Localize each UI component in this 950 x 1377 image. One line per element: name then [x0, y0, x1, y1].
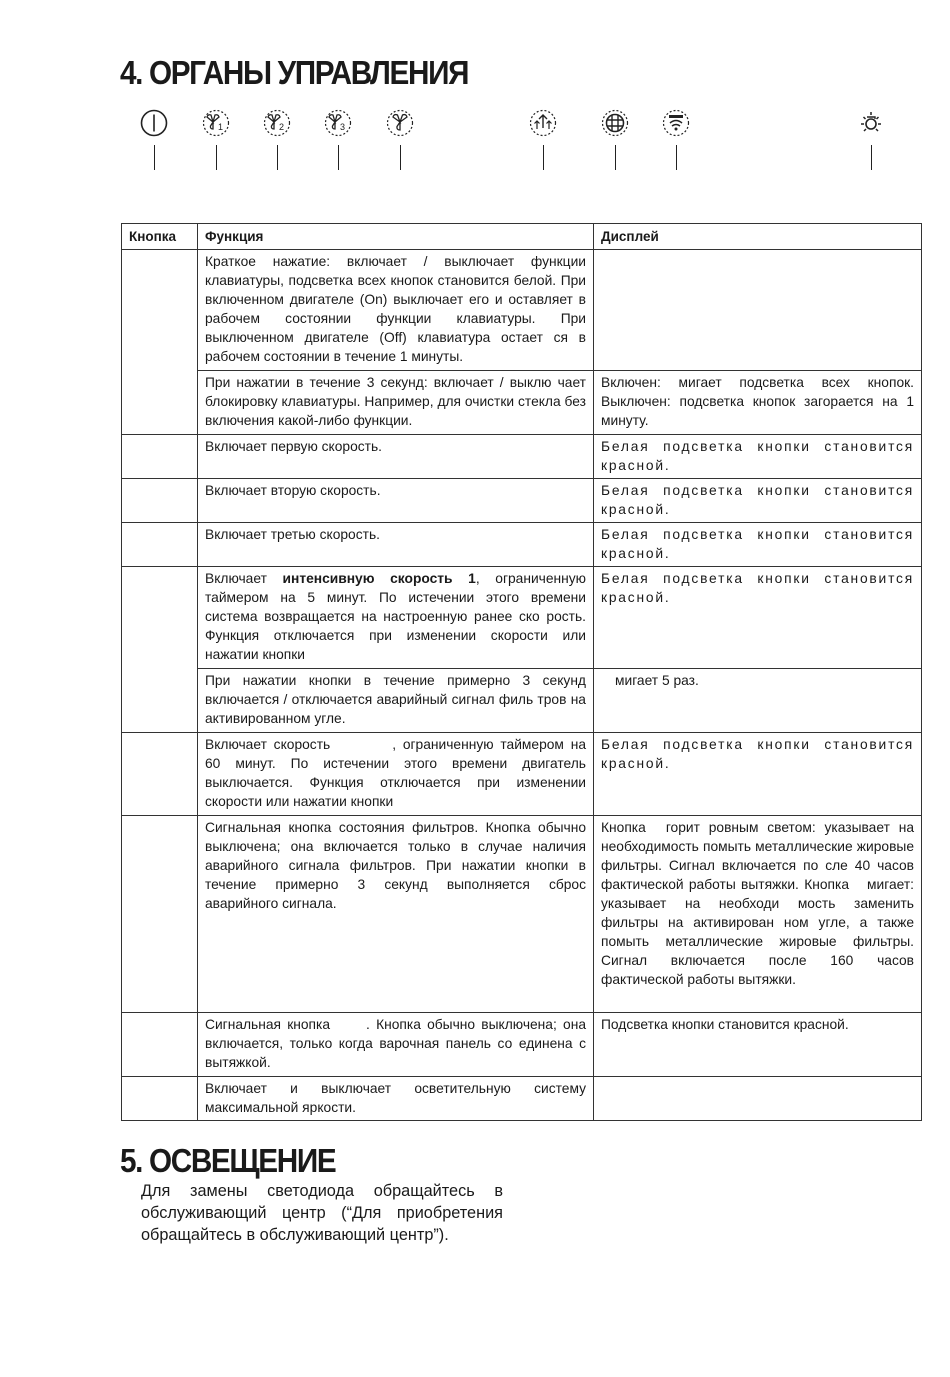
- leader-line: [338, 145, 339, 170]
- leader-line: [615, 145, 616, 170]
- leader-line: [871, 145, 872, 170]
- leader-line: [676, 145, 677, 170]
- function-cell: Сигнальная кнопка состояния фильтров. Кнопка обычно выключена; она включается только в случае наличия аварийного сигнала фильтров. При нажатии кнопки в течение примерно 3 секунд выполняется сброс аварийного сигнала.: [198, 816, 594, 1013]
- svg-text:2: 2: [279, 122, 285, 132]
- hob-connection-icon: [661, 108, 691, 138]
- table-header-row: [122, 224, 922, 250]
- control-light[interactable]: [856, 108, 890, 170]
- function-cell: При нажатии в течение 3 секунд: включает / выклю чает блокировку клавиатуры. Например, для очистки стекла без включения какой-либо функции.: [198, 371, 594, 435]
- fan-speed-2-icon: [262, 108, 292, 138]
- function-cell: Сигнальная кнопка . Кнопка обычно выключена; она включается, только когда варочная панель со единена с вытяжкой.: [198, 1013, 594, 1077]
- light-icon: [856, 108, 886, 138]
- button-cell: [122, 523, 198, 567]
- table-row: [122, 435, 922, 479]
- control-hob-link[interactable]: [661, 108, 695, 170]
- section-4-title: 4. ОРГАНЫ УПРАВЛЕНИЯ: [120, 54, 469, 91]
- table-row: [122, 567, 922, 669]
- table-row: [122, 733, 922, 816]
- table-row: [122, 1013, 922, 1077]
- lighting-paragraph: Для замены светодиода обращайтесь в обслуживающий центр (“Для приобретения обращайтесь в обслуживающий центр”).: [141, 1182, 503, 1244]
- fan-boost-icon: [528, 108, 558, 138]
- control-filter[interactable]: [600, 108, 634, 170]
- fan-speed-1-icon: [201, 108, 231, 138]
- display-cell: Белая подсветка кнопки становится красной.: [594, 435, 922, 479]
- table-row: [122, 523, 922, 567]
- control-panel-icons: [0, 0, 950, 175]
- table-row: [122, 250, 922, 371]
- section-5-title: 5. ОСВЕЩЕНИЕ: [120, 1142, 336, 1179]
- header-function: Функция: [198, 224, 594, 250]
- display-cell: Белая подсветка кнопки становится красной.: [594, 523, 922, 567]
- display-cell: Кнопка горит ровным светом: указывает на необходимость помыть металлические жировые фильтры. Сигнал включается по сле 40 часов фактической работы вытяжки. Кнопка мигает: указывает на необходи мость заменить фильтры на активирован ном угле, а также помыть металлические жировые фильтры. Сигнал включается после 160 часов фактической работы вытяжки.: [594, 816, 922, 1013]
- display-cell: Белая подсветка кнопки становится красной.: [594, 567, 922, 669]
- table-row: [122, 816, 922, 1013]
- leader-line: [154, 145, 155, 170]
- leader-line: [543, 145, 544, 170]
- button-cell: [122, 733, 198, 816]
- table-row: [122, 669, 922, 733]
- control-intensive[interactable]: [385, 108, 419, 170]
- leader-line: [216, 145, 217, 170]
- display-cell: Белая подсветка кнопки становится красной.: [594, 479, 922, 523]
- function-cell: Включает первую скорость.: [198, 435, 594, 479]
- button-cell: [122, 816, 198, 1013]
- display-cell: Подсветка кнопки становится красной.: [594, 1013, 922, 1077]
- fan-speed-3-icon: [323, 108, 353, 138]
- button-cell: [122, 250, 198, 435]
- control-speed-2[interactable]: [262, 108, 296, 170]
- control-speed-1[interactable]: [201, 108, 235, 170]
- function-cell: Включает третью скорость.: [198, 523, 594, 567]
- table-row: [122, 479, 922, 523]
- display-cell: Белая подсветка кнопки становится красной.: [594, 733, 922, 816]
- table-row: [122, 371, 922, 435]
- control-boost[interactable]: [528, 108, 562, 170]
- button-cell: [122, 1077, 198, 1121]
- svg-text:1: 1: [218, 122, 224, 132]
- header-display: Дисплей: [594, 224, 922, 250]
- button-cell: [122, 479, 198, 523]
- function-cell: Включает и выключает осветительную систему максимальной яркости.: [198, 1077, 594, 1121]
- function-cell: Краткое нажатие: включает / выключает функции клавиатуры, подсветка всех кнопок становится белой. При включенном двигателе (On) выключает его и оставляет в рабочем состоянии функции клавиатуры. При выключенном двигателе (Off) клавиатура остает ся в рабочем состоянии в течение 1 минуты.: [198, 250, 594, 371]
- svg-text:3: 3: [340, 122, 346, 132]
- bold-term: интенсивную скорость 1: [282, 571, 476, 586]
- display-cell: [594, 250, 922, 371]
- header-button: Кнопка: [122, 224, 198, 250]
- function-cell: Включает скорость , ограниченную таймером на 60 минут. По истечении этого времени двигатель выключается. Функция отключается при изменении скорости или нажатии кнопки: [198, 733, 594, 816]
- table-row: [122, 1077, 922, 1121]
- button-cell: [122, 435, 198, 479]
- function-cell: При нажатии кнопки в течение примерно 3 секунд включается / отключается аварийный сигнал филь тров на активированном угле.: [198, 669, 594, 733]
- filter-grease-icon: [600, 108, 630, 138]
- display-cell: [594, 1077, 922, 1121]
- control-power[interactable]: [139, 108, 173, 170]
- function-cell: Включает интенсивную скорость 1, ограниченную таймером на 5 минут. По истечении этого времени система возвращается на настроенную ранее ско рость. Функция отключается при изменении скорости или нажатии кнопки: [198, 567, 594, 669]
- power-icon: [139, 108, 169, 138]
- fan-intensive-icon: [385, 108, 415, 138]
- function-cell: Включает вторую скорость.: [198, 479, 594, 523]
- control-speed-3[interactable]: [323, 108, 357, 170]
- display-cell: мигает 5 раз.: [594, 669, 922, 733]
- leader-line: [400, 145, 401, 170]
- button-cell: [122, 1013, 198, 1077]
- controls-table: [121, 223, 922, 1121]
- leader-line: [277, 145, 278, 170]
- button-cell: [122, 567, 198, 733]
- display-cell: Включен: мигает подсветка всех кнопок. Выключен: подсветка кнопок загорается на 1 минуту.: [594, 371, 922, 435]
